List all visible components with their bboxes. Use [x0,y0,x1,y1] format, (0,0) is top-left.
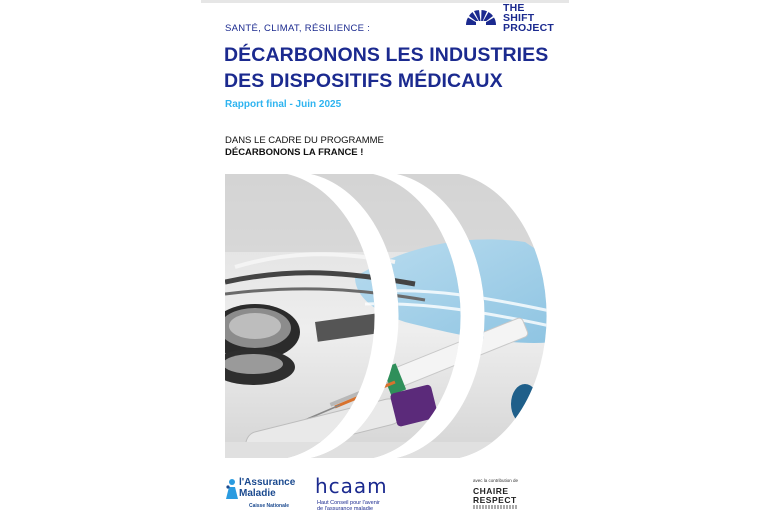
the-shift-project-logo [463,2,559,34]
brand-line-1: THE SHIFT [503,2,535,24]
title-line-1: DÉCARBONONS LES INDUSTRIES [224,44,549,66]
report-subtitle: Rapport final - Juin 2025 [225,99,342,110]
chaire-respect-logo [473,478,533,512]
title-line-2: DES DISPOSITIFS MÉDICAUX [224,70,503,92]
hcaam-desc-2: de l'assurance maladie [317,506,374,512]
chaire-fine-print [473,505,517,509]
chaire-line-2: RESPECT [473,495,517,505]
chaire-contribution-text: avec la contribution de [473,478,519,483]
assurance-line-3: Caisse Nationale [249,503,290,509]
shift-wordmark [503,3,559,33]
hcaam-desc-1: Haut Conseil pour l'avenir [317,500,380,506]
shift-fan-icon [463,5,499,25]
report-cover-page [201,0,569,513]
assurance-line-2: Maladie [239,488,276,499]
program-statement [225,135,384,159]
cover-photo [225,172,555,460]
chaire-line-1: CHAIRE [473,486,509,496]
partner-logos [201,470,569,513]
hcaam-wordmark: hcaam [315,474,388,498]
family-figure-icon [225,478,239,500]
brand-line-2: PROJECT [503,22,554,34]
kicker-text: SANTÉ, CLIMAT, RÉSILIENCE : [225,23,371,34]
report-title [224,42,548,94]
program-line-1: DANS LE CADRE DU PROGRAMME [225,135,384,146]
assurance-line-1: l'Assurance [239,477,296,488]
program-line-2: DÉCARBONONS LA FRANCE ! [225,147,364,158]
hcaam-logo [315,474,401,512]
assurance-maladie-logo [225,474,305,510]
